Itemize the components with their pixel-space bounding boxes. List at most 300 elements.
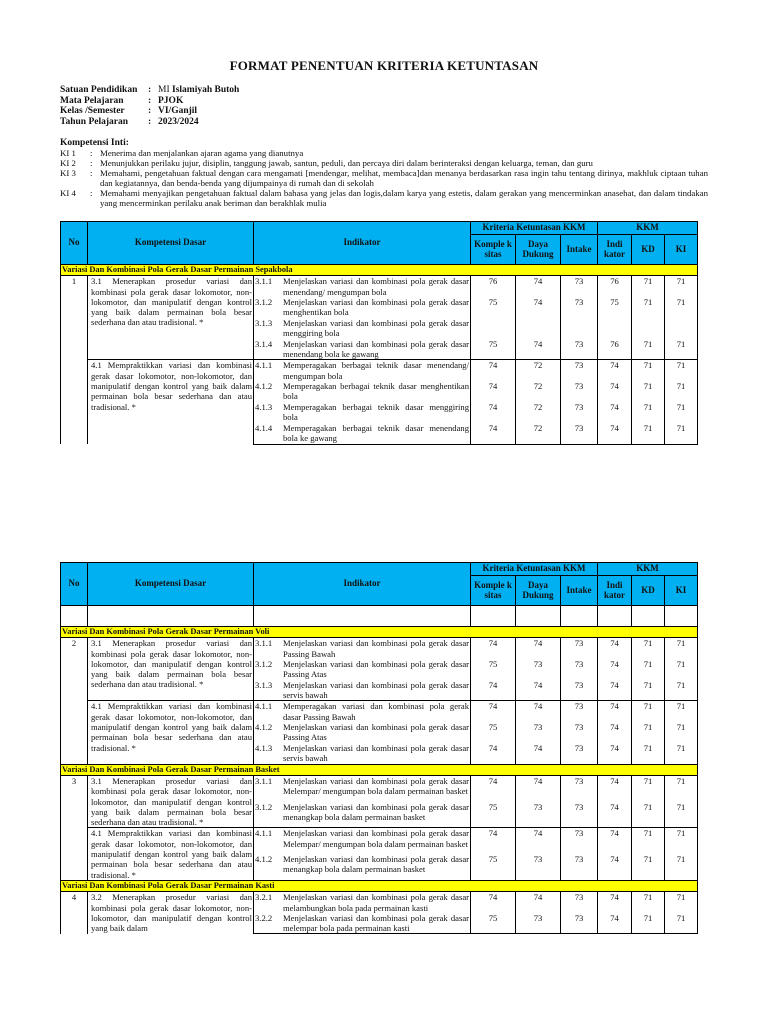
daya-dukung-value: 74	[516, 701, 561, 722]
table-row	[61, 276, 698, 297]
indikator-wrap	[255, 892, 469, 913]
info-key: Tahun Pelajaran	[60, 116, 129, 127]
kkm-kd-value: 71	[632, 828, 665, 854]
daya-dukung-value: 74	[516, 638, 561, 659]
section-row	[61, 764, 698, 775]
indikator-code: 3.2.1	[255, 892, 273, 903]
row-number: 1	[61, 276, 88, 444]
kompleksitas-value: 74	[471, 423, 516, 444]
indikator-text: Menjelaskan variasi dan kombinasi pola gerak dasar menggiring bola	[283, 317, 469, 339]
kompetensi-dasar-cell: 3.1 Menerapkan prosedur variasi dan kombinasi pola gerak dasar lokomotor, non-lokomotor, dan manipulatif dengan kontrol yang baik dalam permainan bola besar sederhana dan atau tradisional. *	[88, 638, 254, 701]
daya-dukung-value: 74	[516, 892, 561, 913]
intake-value: 73	[561, 680, 598, 701]
info-row	[60, 106, 239, 117]
daya-dukung-value: 72	[516, 381, 561, 402]
kompleksitas-value: 74	[471, 638, 516, 659]
info-key: Mata Pelajaran	[60, 95, 124, 106]
kompleksitas-value: 74	[471, 381, 516, 402]
kompleksitas-value: 74	[471, 775, 516, 801]
table-row	[61, 701, 698, 722]
indikator-text: Menjelaskan variasi dan kombinasi pola gerak dasar menangkap bola dalam permainan basket	[283, 801, 469, 822]
indikator-code: 3.1.3	[255, 317, 273, 328]
indikator-wrap	[255, 701, 469, 722]
header-kompleksitas: Komple k sitas	[471, 235, 516, 265]
blank-cell	[598, 606, 632, 627]
indikator-wrap	[255, 743, 469, 764]
blank-cell	[88, 606, 254, 627]
daya-dukung-value: 73	[516, 854, 561, 880]
blank-cell	[61, 606, 88, 627]
indikator-wrap	[255, 913, 469, 934]
header-kd-kkm: KD	[632, 235, 665, 265]
ki-text: Menerima dan menjalankan ajaran agama yang dianutnya	[100, 148, 304, 158]
intake-value: 73	[561, 892, 598, 913]
ki-text: Memahami menyajikan pengetahuan faktual dalam bahasa yang jelas dan logis,dalam karya yang estetis, dalam gerakan yang mencerminkan anasehat, dan dalam tindakan yang mencerminkan perilaku anak beriman dan berakhlak mulia	[100, 188, 708, 208]
ki-colon: :	[90, 188, 93, 198]
blank-cell	[632, 606, 665, 627]
info-value: VI/Ganjil	[158, 106, 198, 116]
kkm-kd-value: 71	[632, 913, 665, 934]
header-intake: Intake	[561, 235, 598, 265]
kkm-ki-value: 71	[665, 743, 698, 764]
kkm-kd-value	[632, 318, 665, 339]
header-no: No	[61, 563, 88, 606]
indikator-text: Menjelaskan variasi dan kombinasi pola gerak dasar servis bawah	[283, 679, 469, 701]
kkm-ki-value: 71	[665, 402, 698, 423]
ki-item	[60, 168, 708, 188]
indikator-cell	[254, 402, 471, 423]
daya-dukung-value: 72	[516, 360, 561, 381]
intake-value: 73	[561, 339, 598, 360]
indikator-text: Memperagakan berbagai teknik dasar menghentikan bola	[283, 381, 469, 402]
intake-value: 73	[561, 828, 598, 854]
kkm-ki-value: 71	[665, 892, 698, 913]
kkm-indikator-value: 74	[598, 360, 632, 381]
indikator-code: 3.1.2	[255, 801, 273, 812]
indikator-cell	[254, 680, 471, 701]
kkm-indikator-value: 76	[598, 276, 632, 297]
daya-dukung-value: 74	[516, 680, 561, 701]
header-daya-dukung: Daya Dukung	[516, 235, 561, 265]
info-sep: :	[148, 85, 152, 95]
kkm-kd-value: 71	[632, 297, 665, 318]
kkm-ki-value: 71	[665, 775, 698, 801]
kompleksitas-value: 74	[471, 360, 516, 381]
indikator-text: Menjelaskan variasi dan kombinasi pola gerak dasar menendang/ mengumpan bola	[283, 276, 469, 297]
kompleksitas-value: 75	[471, 722, 516, 743]
table-row	[61, 360, 698, 381]
ki-code: KI 4	[60, 188, 76, 198]
kkm-kd-value: 71	[632, 638, 665, 659]
kompleksitas-value: 75	[471, 802, 516, 828]
blank-cell	[665, 606, 698, 627]
table-header	[61, 563, 698, 606]
kkm-indikator-value: 74	[598, 828, 632, 854]
indikator-cell	[254, 659, 471, 680]
info-value: 2023/2024	[158, 116, 199, 127]
intake-value: 73	[561, 722, 598, 743]
header-indikator-kkm: Indi kator	[598, 235, 632, 265]
kkm-ki-value: 71	[665, 638, 698, 659]
indikator-wrap	[255, 722, 469, 743]
kompleksitas-value: 75	[471, 913, 516, 934]
indikator-code: 3.1.1	[255, 276, 273, 287]
ki-colon: :	[90, 158, 93, 168]
kkm-ki-value: 71	[665, 659, 698, 680]
kkm-ki-value: 71	[665, 854, 698, 880]
kkm-indikator-value: 74	[598, 423, 632, 444]
row-number: 3	[61, 775, 88, 880]
intake-value: 73	[561, 913, 598, 934]
header-kd-kkm: KD	[632, 576, 665, 606]
kkm-ki-value	[665, 318, 698, 339]
indikator-code: 4.1.2	[255, 381, 273, 392]
kompleksitas-value: 75	[471, 339, 516, 360]
kompleksitas-value: 74	[471, 743, 516, 764]
section-title: Variasi Dan Kombinasi Pola Gerak Dasar Permainan Sepakbola	[61, 265, 698, 276]
daya-dukung-value: 74	[516, 276, 561, 297]
kkm-indikator-value: 76	[598, 339, 632, 360]
kkm-ki-value: 71	[665, 423, 698, 444]
info-value: PJOK	[158, 95, 184, 106]
header-no: No	[61, 222, 88, 265]
section-row	[61, 880, 698, 891]
kkm-kd-value: 71	[632, 854, 665, 880]
indikator-wrap	[255, 339, 469, 360]
kkm-indikator-value: 74	[598, 854, 632, 880]
info-row	[60, 96, 239, 107]
info-key: Satuan Pendidikan	[60, 85, 138, 95]
daya-dukung-value	[516, 318, 561, 339]
kompleksitas-value: 74	[471, 680, 516, 701]
kompleksitas-value: 74	[471, 402, 516, 423]
info-value	[158, 85, 239, 96]
indikator-text: Menjelaskan variasi dan kombinasi pola gerak dasar Passing Bawah	[283, 638, 469, 659]
intake-value: 73	[561, 423, 598, 444]
ki-text: Memahami, pengetahuan faktual dengan cara mengamati [mendengar, melihat, membaca]dan menanya berdasarkan rasa ingin tahu tentang dirinya, makhluk ciptaan tuhan dan kegiatannya, dan benda-benda yang dijumpainya di rumah dan di sekolah	[100, 168, 708, 188]
kompetensi-dasar-cell: 4.1 Mempraktikkan variasi dan kombinasi gerak dasar lokomotor, non-lokomotor, dan manipulatif dengan kontrol yang baik dalam permainan bola besar sederhana dan atau tradisional. *	[88, 360, 254, 444]
kkm-indikator-value: 75	[598, 297, 632, 318]
row-number: 4	[61, 892, 88, 934]
indikator-cell	[254, 339, 471, 360]
header-indikator: Indikator	[254, 563, 471, 606]
indikator-cell	[254, 743, 471, 764]
ki-item	[60, 188, 708, 208]
header-indikator-kkm: Indi kator	[598, 576, 632, 606]
indikator-cell	[254, 297, 471, 318]
kkm-kd-value: 71	[632, 381, 665, 402]
daya-dukung-value: 73	[516, 722, 561, 743]
table-row	[61, 892, 698, 913]
intake-value: 73	[561, 701, 598, 722]
table-row	[61, 828, 698, 854]
kkm-ki-value: 71	[665, 680, 698, 701]
info-sep: :	[148, 106, 152, 116]
ki-code: KI 1	[60, 148, 76, 158]
indikator-code: 4.1.1	[255, 828, 273, 839]
daya-dukung-value: 74	[516, 339, 561, 360]
indikator-code: 4.1.1	[255, 701, 273, 712]
kkm-indikator-value: 74	[598, 701, 632, 722]
indikator-code: 3.1.1	[255, 638, 273, 649]
indikator-cell	[254, 828, 471, 854]
blank-cell	[254, 606, 471, 627]
kkm-indikator-value: 74	[598, 381, 632, 402]
indikator-cell	[254, 775, 471, 801]
info-sep: :	[148, 95, 152, 106]
kkm-kd-value: 71	[632, 423, 665, 444]
indikator-wrap	[255, 276, 469, 297]
blank-cell	[516, 606, 561, 627]
indikator-cell	[254, 722, 471, 743]
intake-value: 73	[561, 402, 598, 423]
kkm-kd-value: 71	[632, 701, 665, 722]
section-title: Variasi Dan Kombinasi Pola Gerak Dasar Permainan Kasti	[61, 880, 698, 891]
info-row	[60, 85, 239, 96]
kompetensi-dasar-cell: 3.1 Menerapkan prosedur variasi dan kombinasi pola gerak dasar lokomotor, non-lokomotor, dan manipulatif dengan kontrol yang baik dalam permainan bola besar sederhana dan atau tradisional. *	[88, 276, 254, 360]
intake-value: 73	[561, 743, 598, 764]
daya-dukung-value: 74	[516, 743, 561, 764]
intake-value: 73	[561, 659, 598, 680]
kkm-indikator-value: 74	[598, 802, 632, 828]
header-intake: Intake	[561, 576, 598, 606]
indikator-code: 4.1.2	[255, 722, 273, 733]
kkm-kd-value: 71	[632, 659, 665, 680]
indikator-wrap	[255, 776, 469, 797]
indikator-wrap	[255, 297, 469, 318]
table-row	[61, 638, 698, 659]
intake-value: 73	[561, 381, 598, 402]
info-prefix: MI	[158, 85, 172, 95]
kompleksitas-value: 74	[471, 828, 516, 854]
indikator-cell	[254, 802, 471, 828]
kkm-indikator-value: 74	[598, 913, 632, 934]
indikator-text: Menjelaskan variasi dan kombinasi pola gerak dasar menangkap bola dalam permainan basket	[283, 854, 469, 875]
daya-dukung-value: 74	[516, 775, 561, 801]
section-row	[61, 627, 698, 638]
indikator-wrap	[255, 659, 469, 680]
indikator-text: Menjelaskan variasi dan kombinasi pola gerak dasar servis bawah	[283, 743, 469, 764]
intake-value: 73	[561, 854, 598, 880]
table-row	[61, 775, 698, 801]
indikator-code: 4.1.2	[255, 854, 273, 865]
header-kkm: KKM	[598, 222, 698, 235]
indikator-text: Menjelaskan variasi dan kombinasi pola gerak dasar melempar bola pada permainan kasti	[283, 912, 469, 934]
kkm-kd-value: 71	[632, 802, 665, 828]
kompleksitas-value: 75	[471, 297, 516, 318]
header-kompetensi-dasar: Kompetensi Dasar	[88, 563, 254, 606]
info-sep: :	[148, 116, 152, 127]
daya-dukung-value: 73	[516, 802, 561, 828]
kkm-indikator-value: 74	[598, 638, 632, 659]
header-kriteria-ketuntasan: Kriteria Ketuntasan KKM	[471, 563, 598, 576]
info-row	[60, 117, 239, 128]
header-daya-dukung: Daya Dukung	[516, 576, 561, 606]
ki-colon: :	[90, 148, 93, 158]
header-kompleksitas: Komple k sitas	[471, 576, 516, 606]
indikator-code: 3.2.2	[255, 912, 273, 923]
blank-cell	[561, 606, 598, 627]
kkm-indikator-value: 74	[598, 680, 632, 701]
kkm-kd-value: 71	[632, 360, 665, 381]
intake-value: 73	[561, 276, 598, 297]
kkm-ki-value: 71	[665, 828, 698, 854]
daya-dukung-value: 73	[516, 913, 561, 934]
daya-dukung-value: 72	[516, 402, 561, 423]
kkm-table-1	[60, 221, 698, 445]
header-kompetensi-dasar: Kompetensi Dasar	[88, 222, 254, 265]
indikator-cell	[254, 892, 471, 913]
kkm-indikator-value: 74	[598, 892, 632, 913]
indikator-text: Menjelaskan variasi dan kombinasi pola gerak dasar Melempar/ mengumpan bola dalam permainan basket	[283, 828, 469, 849]
school-info	[60, 85, 239, 127]
intake-value: 73	[561, 360, 598, 381]
intake-value	[561, 318, 598, 339]
indikator-text: Menjelaskan variasi dan kombinasi pola gerak dasar Passing Atas	[283, 722, 469, 743]
kkm-indikator-value: 74	[598, 775, 632, 801]
blank-row	[61, 606, 698, 627]
kompetensi-dasar-cell: 3.2 Menerapkan prosedur variasi dan kombinasi pola gerak dasar lokomotor, non-lokomotor, dan manipulatif dengan kontrol yang baik dalam	[88, 892, 254, 934]
indikator-wrap	[255, 802, 469, 823]
kkm-kd-value: 71	[632, 743, 665, 764]
kkm-kd-value: 71	[632, 892, 665, 913]
kompleksitas-value: 74	[471, 892, 516, 913]
daya-dukung-value: 74	[516, 828, 561, 854]
section-title: Variasi Dan Kombinasi Pola Gerak Dasar Permainan Voli	[61, 627, 698, 638]
kkm-ki-value: 71	[665, 802, 698, 828]
header-ki-kkm: KI	[665, 235, 698, 265]
indikator-cell	[254, 423, 471, 444]
intake-value: 73	[561, 638, 598, 659]
indikator-cell	[254, 638, 471, 659]
indikator-code: 3.1.2	[255, 658, 273, 669]
kompetensi-dasar-cell: 4.1 Mempraktikkan variasi dan kombinasi gerak dasar lokomotor, non-lokomotor, dan manipulatif dengan kontrol yang baik dalam permainan bola besar sederhana dan atau tradisional. *	[88, 701, 254, 764]
section-title: Variasi Dan Kombinasi Pola Gerak Dasar Permainan Basket	[61, 764, 698, 775]
ki-heading: Kompetensi Inti:	[60, 138, 129, 148]
header-kkm: KKM	[598, 563, 698, 576]
indikator-cell	[254, 854, 471, 880]
indikator-cell	[254, 701, 471, 722]
indikator-text: Memperagakan berbagai teknik dasar menggiring bola	[283, 402, 469, 423]
daya-dukung-value: 73	[516, 659, 561, 680]
indikator-cell	[254, 276, 471, 297]
kkm-ki-value: 71	[665, 297, 698, 318]
intake-value: 73	[561, 297, 598, 318]
intake-value: 73	[561, 775, 598, 801]
indikator-wrap	[255, 318, 469, 339]
indikator-text: Memperagakan berbagai teknik dasar menendang bola ke gawang	[283, 423, 469, 444]
blank-cell	[471, 606, 516, 627]
kkm-kd-value: 71	[632, 276, 665, 297]
indikator-text: Menjelaskan variasi dan kombinasi pola gerak dasar Passing Atas	[283, 658, 469, 680]
indikator-wrap	[255, 680, 469, 701]
indikator-code: 4.1.1	[255, 360, 273, 371]
kompleksitas-value: 75	[471, 854, 516, 880]
section-row	[61, 265, 698, 276]
document-title: FORMAT PENENTUAN KRITERIA KETUNTASAN	[229, 58, 539, 73]
indikator-code: 4.1.3	[255, 743, 273, 754]
kompleksitas-value: 74	[471, 701, 516, 722]
kkm-ki-value: 71	[665, 339, 698, 360]
daya-dukung-value: 74	[516, 297, 561, 318]
kompleksitas-value: 75	[471, 659, 516, 680]
ki-item	[60, 158, 708, 168]
indikator-code: 4.1.4	[255, 423, 273, 434]
header-kriteria-ketuntasan: Kriteria Ketuntasan KKM	[471, 222, 598, 235]
indikator-text: Menjelaskan variasi dan kombinasi pola gerak dasar Melempar/ mengumpan bola dalam permainan basket	[283, 775, 469, 797]
kkm-indikator-value: 74	[598, 659, 632, 680]
kkm-indikator-value: 74	[598, 743, 632, 764]
indikator-code: 4.1.3	[255, 402, 273, 413]
row-number: 2	[61, 638, 88, 764]
indikator-wrap	[255, 854, 469, 875]
ki-code: KI 3	[60, 168, 76, 178]
kkm-kd-value: 71	[632, 722, 665, 743]
indikator-wrap	[255, 360, 469, 381]
ki-text: Menunjukkan perilaku jujur, disiplin, tanggung jawab, santun, peduli, dan percaya diri dalam berinteraksi dengan keluarga, teman, dan guru	[100, 158, 593, 168]
indikator-text: Memperagakan berbagai teknik dasar menendang/ mengumpan bola	[283, 360, 469, 381]
kkm-kd-value: 71	[632, 402, 665, 423]
kkm-ki-value: 71	[665, 722, 698, 743]
kkm-table-2	[60, 562, 698, 934]
indikator-cell	[254, 318, 471, 339]
indikator-wrap	[255, 402, 469, 423]
kkm-kd-value: 71	[632, 339, 665, 360]
kkm-ki-value: 71	[665, 913, 698, 934]
info-value-text: Islamiyah Butoh	[172, 85, 240, 95]
indikator-wrap	[255, 423, 469, 444]
indikator-cell	[254, 381, 471, 402]
indikator-wrap	[255, 638, 469, 659]
kompleksitas-value	[471, 318, 516, 339]
indikator-code: 3.1.3	[255, 679, 273, 690]
indikator-text: Menjelaskan variasi dan kombinasi pola gerak dasar menghentikan bola	[283, 296, 469, 318]
kkm-ki-value: 71	[665, 381, 698, 402]
indikator-text: Menjelaskan variasi dan kombinasi pola gerak dasar menendang bola ke gawang	[283, 338, 469, 360]
ki-list	[60, 148, 708, 208]
kkm-indikator-value: 74	[598, 722, 632, 743]
info-key: Kelas /Semester	[60, 106, 125, 116]
header-indikator: Indikator	[254, 222, 471, 265]
kkm-ki-value: 71	[665, 360, 698, 381]
kkm-indikator-value	[598, 318, 632, 339]
ki-item	[60, 148, 708, 158]
kkm-indikator-value: 74	[598, 402, 632, 423]
kkm-kd-value: 71	[632, 680, 665, 701]
ki-heading-text: Kompetensi Inti	[60, 138, 126, 148]
table-header	[61, 222, 698, 265]
kkm-ki-value: 71	[665, 701, 698, 722]
intake-value: 73	[561, 802, 598, 828]
indikator-cell	[254, 913, 471, 934]
kompetensi-dasar-cell: 4.1 Mempraktikkan variasi dan kombinasi gerak dasar lokomotor, non-lokomotor, dan manipulatif dengan kontrol yang baik dalam permainan bola besar sederhana dan atau tradisional. *	[88, 828, 254, 880]
indikator-code: 3.1.4	[255, 338, 273, 349]
header-ki-kkm: KI	[665, 576, 698, 606]
ki-code: KI 2	[60, 158, 76, 168]
kkm-kd-value: 71	[632, 775, 665, 801]
kompleksitas-value: 76	[471, 276, 516, 297]
indikator-code: 3.1.2	[255, 296, 273, 307]
indikator-wrap	[255, 828, 469, 849]
indikator-wrap	[255, 381, 469, 402]
indikator-text: Menjelaskan variasi dan kombinasi pola gerak dasar melambungkan bola pada permainan kasti	[283, 892, 469, 913]
indikator-code: 3.1.1	[255, 775, 273, 786]
indikator-cell	[254, 360, 471, 381]
daya-dukung-value: 72	[516, 423, 561, 444]
indikator-text: Memperagakan variasi dan kombinasi pola gerak dasar Passing Bawah	[283, 701, 469, 722]
kompetensi-dasar-cell: 3.1 Menerapkan prosedur variasi dan kombinasi pola gerak dasar lokomotor, non-lokomotor, dan manipulatif dengan kontrol yang baik dalam permainan bola besar sederhana dan atau tradisional. *	[88, 775, 254, 827]
ki-colon: :	[90, 168, 93, 178]
